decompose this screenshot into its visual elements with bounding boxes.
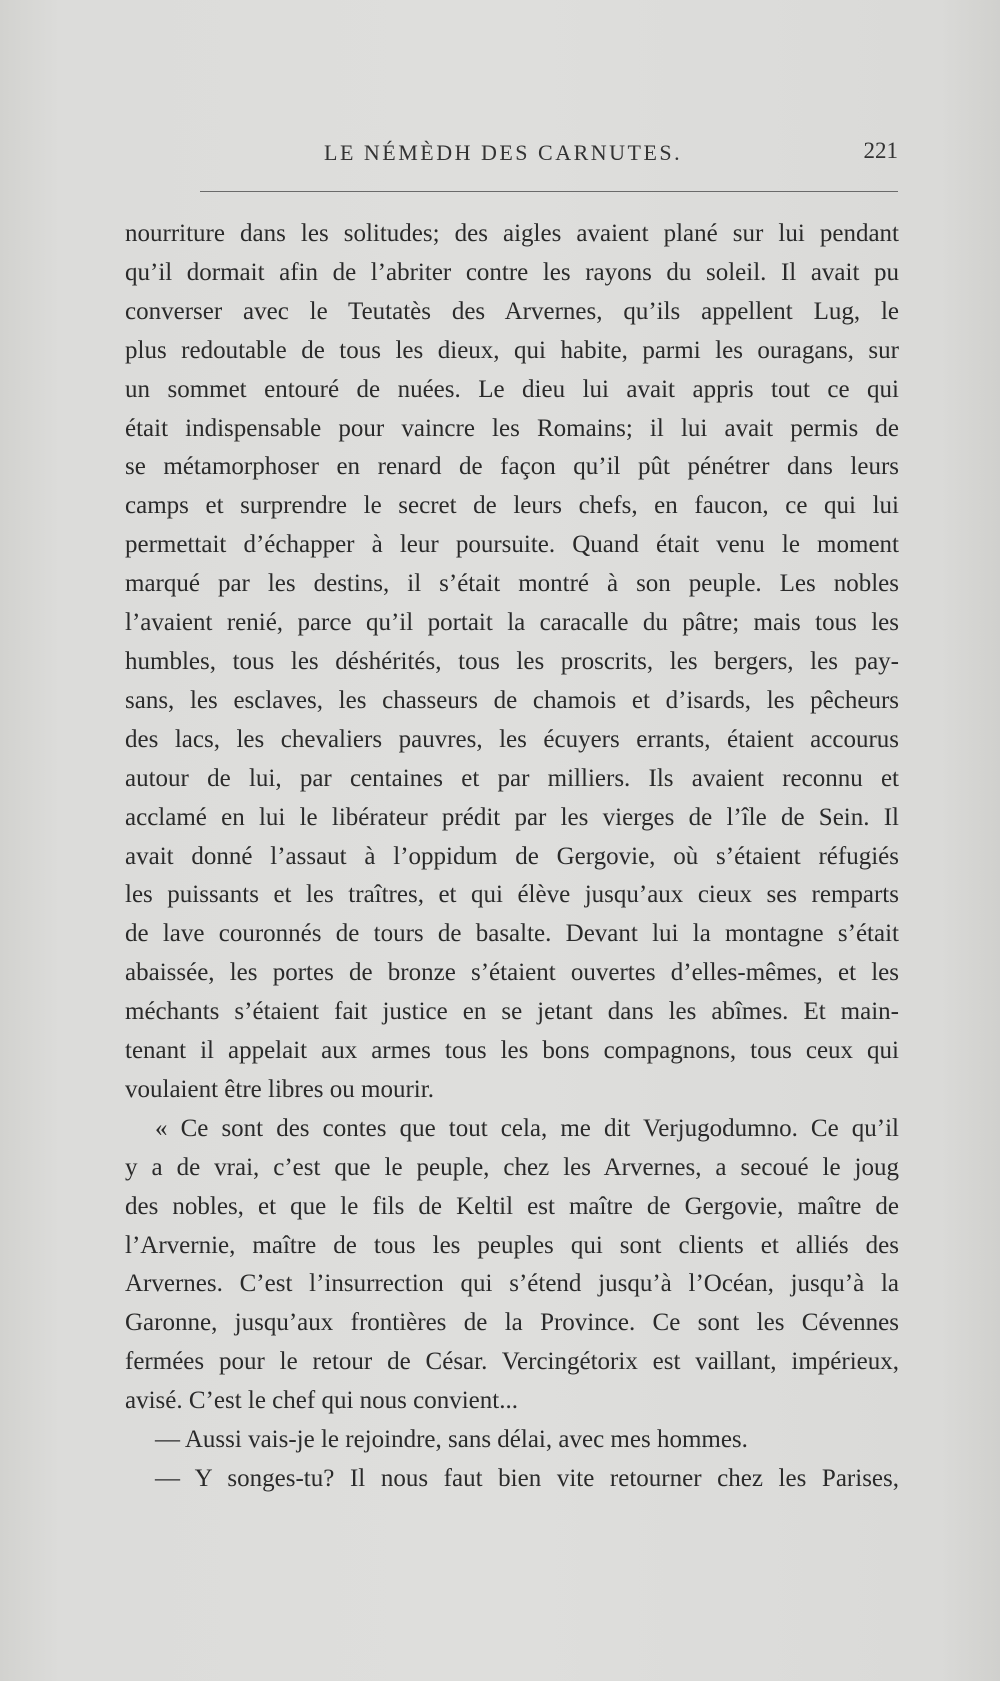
text-line: y a de vrai, c’est que le peuple, chez les Arvernes, a secoué le joug (125, 1153, 899, 1181)
text-line: « Ce sont des contes que tout cela, me dit Verjugodumno. Ce qu’il (155, 1114, 899, 1142)
text-line: avait donné l’assaut à l’oppidum de Gergovie, où s’étaient réfugiés (125, 842, 899, 870)
text-line: l’Arvernie, maître de tous les peuples qui sont clients et alliés des (125, 1231, 899, 1259)
body-text (125, 215, 899, 1499)
paragraph (125, 1421, 899, 1460)
text-line: abaissée, les portes de bronze s’étaient ouvertes d’elles-mêmes, et les (125, 959, 899, 987)
text-line: camps et surprendre le secret de leurs chefs, en faucon, ce qui lui (125, 492, 899, 520)
text-line: marqué par les destins, il s’était montré à son peuple. Les nobles (125, 570, 899, 598)
text-line: les puissants et les traîtres, et qui élève jusqu’aux cieux ses remparts (125, 881, 899, 909)
text-line: l’avaient renié, parce qu’il portait la caracalle du pâtre; mais tous les (125, 609, 899, 637)
text-line: était indispensable pour vaincre les Romains; il lui avait permis de (125, 414, 899, 442)
text-line: qu’il dormait afin de l’abriter contre les rayons du soleil. Il avait pu (125, 258, 899, 286)
text-line: sans, les esclaves, les chasseurs de chamois et d’isards, les pêcheurs (125, 686, 899, 714)
text-line: des lacs, les chevaliers pauvres, les écuyers errants, étaient accourus (125, 725, 899, 753)
text-line: tenant il appelait aux armes tous les bons compagnons, tous ceux qui (125, 1037, 899, 1065)
text-line: nourriture dans les solitudes; des aigles avaient plané sur lui pendant (125, 220, 899, 247)
text-line: voulaient être libres ou mourir. (125, 1075, 434, 1103)
text-line: plus redoutable de tous les dieux, qui habite, parmi les ouragans, sur (125, 336, 899, 364)
paragraph (125, 1110, 899, 1421)
text-line: permettait d’échapper à leur poursuite. Quand était venu le moment (125, 531, 899, 559)
text-line: — Aussi vais-je le rejoindre, sans délai, avec mes hommes. (155, 1426, 748, 1454)
text-line: de lave couronnés de tours de basalte. Devant lui la montagne s’était (125, 920, 899, 948)
header-rule (200, 191, 898, 192)
page-number: 221 (863, 138, 898, 163)
text-line: converser avec le Teutatès des Arvernes, qu’ils appellent Lug, le (125, 297, 899, 325)
text-line: autour de lui, par centaines et par milliers. Ils avaient reconnu et (125, 764, 899, 792)
paragraph (125, 1460, 899, 1499)
running-head (198, 136, 900, 176)
text-line: se métamorphoser en renard de façon qu’il pût pénétrer dans leurs (125, 453, 899, 481)
text-line: Arvernes. C’est l’insurrection qui s’étend jusqu’à l’Océan, jusqu’à la (125, 1270, 899, 1298)
text-line: fermées pour le retour de César. Vercingétorix est vaillant, impérieux, (125, 1348, 899, 1376)
text-line: des nobles, et que le fils de Keltil est maître de Gergovie, maître de (125, 1192, 899, 1220)
text-line: un sommet entouré de nuées. Le dieu lui avait appris tout ce qui (125, 375, 899, 403)
text-line: humbles, tous les déshérités, tous les proscrits, les bergers, les pay- (125, 647, 899, 675)
paragraph (125, 215, 899, 1110)
running-head-title: LE NÉMÈDH DES CARNUTES. (324, 140, 683, 165)
text-line: méchants s’étaient fait justice en se jetant dans les abîmes. Et main- (125, 998, 899, 1026)
text-line: Garonne, jusqu’aux frontières de la Province. Ce sont les Cévennes (125, 1309, 899, 1337)
text-line: avisé. C’est le chef qui nous convient... (125, 1387, 518, 1415)
text-line: acclamé en lui le libérateur prédit par les vierges de l’île de Sein. Il (125, 803, 899, 831)
text-line: — Y songes-tu? Il nous faut bien vite retourner chez les Parises, (155, 1465, 899, 1492)
